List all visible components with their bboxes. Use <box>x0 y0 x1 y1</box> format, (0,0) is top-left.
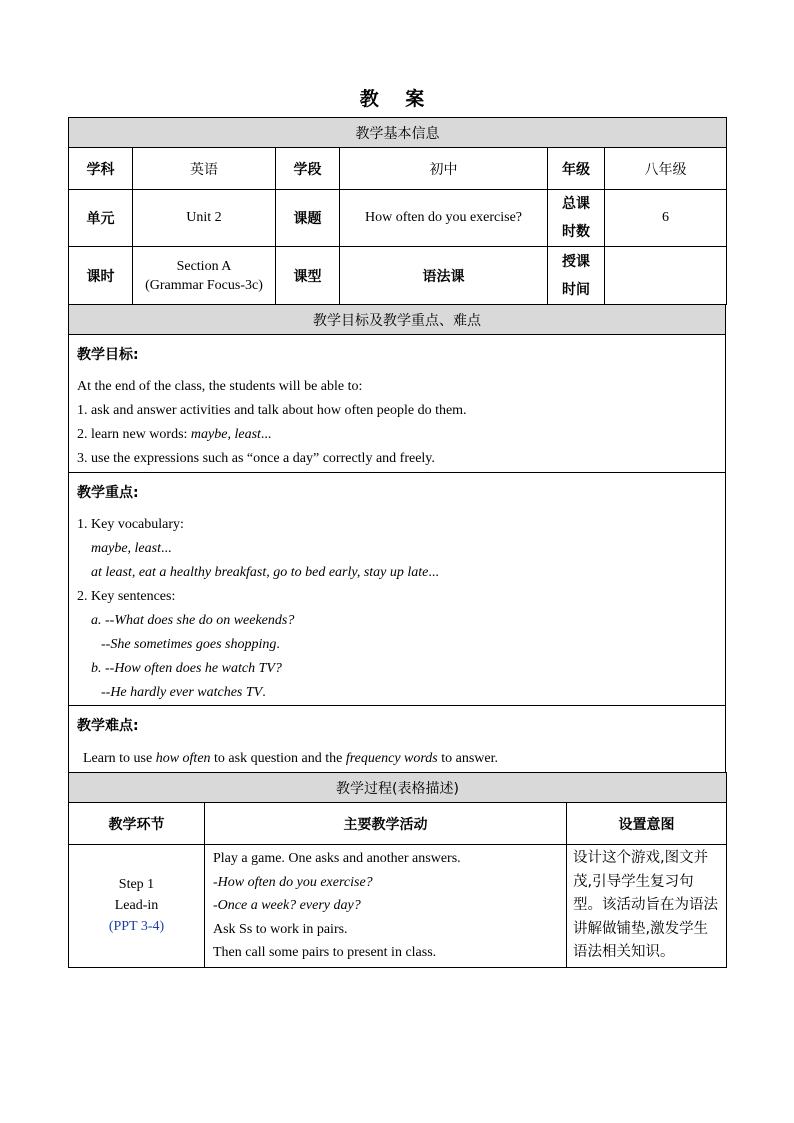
objective-2-suffix: ... <box>260 427 272 442</box>
key-points-title: 教学重点: <box>77 485 139 501</box>
difficulty-part-1: Learn to use <box>83 751 156 766</box>
period-line2: (Grammar Focus-3c) <box>145 277 263 293</box>
total-hours-value: 6 <box>605 190 727 247</box>
sentence-a-answer-text: --She sometimes goes shopping <box>101 637 277 652</box>
process-table <box>68 772 727 968</box>
key-vocab-1-text: maybe, least <box>91 541 161 556</box>
sentence-b-answer-text: --He hardly ever watches TV <box>101 685 263 700</box>
key-sentences-label: 2. Key sentences: <box>77 589 176 604</box>
col-intent-header: 设置意图 <box>567 803 727 845</box>
stage-label: 学段 <box>276 148 340 190</box>
goals-table <box>68 304 726 773</box>
subject-value: 英语 <box>133 148 276 190</box>
step-cell <box>69 845 205 968</box>
key-points-section <box>69 473 726 706</box>
total-hours-label-line1: 总课 <box>562 196 590 212</box>
difficulty-section <box>69 706 726 773</box>
sentence-a-answer-end: . <box>276 637 280 652</box>
intent-cell: 设计这个游戏,图文并茂,引导学生复习句型。该活动旨在为语法讲解做铺垫,激发学生语法相关知识。 <box>567 845 727 968</box>
key-vocab-2-text: at least, eat a healthy breakfast, go to bed early, stay up late <box>91 565 429 580</box>
total-hours-label <box>548 190 605 247</box>
stage-value: 初中 <box>340 148 548 190</box>
period-label: 课时 <box>69 247 133 305</box>
activity-line-2 <box>213 871 558 895</box>
step-ppt-ref: (PPT 3-4) <box>108 919 165 935</box>
grade-label: 年级 <box>548 148 605 190</box>
sentence-b-question <box>77 657 717 681</box>
sentence-a-question <box>77 609 717 633</box>
unit-label: 单元 <box>69 190 133 247</box>
key-vocab-line-2 <box>77 561 717 585</box>
step-name: Step 1 <box>118 877 155 893</box>
process-header: 教学过程(表格描述) <box>69 773 727 803</box>
activity-line-4: Ask Ss to work in pairs. <box>213 921 348 937</box>
teaching-time-value <box>605 247 727 305</box>
sentence-a-question-text: a. --What does she do on weekends? <box>91 613 295 628</box>
objective-3: 3. use the expressions such as “once a day” correctly and freely. <box>77 451 435 466</box>
objective-1: 1. ask and answer activities and talk about how often people do them. <box>77 403 467 418</box>
difficulty-title: 教学难点: <box>77 718 139 734</box>
activity-line-2-text: -How often do you exercise? <box>213 874 373 890</box>
activity-line-5: Then call some pairs to present in class. <box>213 945 437 960</box>
objective-2-words: maybe, least <box>190 427 261 442</box>
grade-value: 八年级 <box>605 148 727 190</box>
teaching-time-label-line1: 授课 <box>562 253 590 270</box>
sentence-a-answer <box>77 633 717 657</box>
key-vocab-line-1 <box>77 537 717 561</box>
period-line1: Section A <box>176 258 232 274</box>
type-value: 语法课 <box>340 247 548 305</box>
key-vocab-2-suffix: ... <box>428 565 439 580</box>
key-vocab-label: 1. Key vocabulary: <box>77 517 184 532</box>
objectives-intro: At the end of the class, the students will be able to: <box>77 379 363 394</box>
difficulty-text <box>77 746 717 772</box>
teaching-time-label <box>548 247 605 305</box>
activity-line-1: Play a game. One asks and another answers. <box>213 851 461 866</box>
topic-value: How often do you exercise? <box>340 190 548 247</box>
difficulty-part-5: to answer. <box>437 751 499 766</box>
goals-header: 教学目标及教学重点、难点 <box>69 305 726 335</box>
objectives-section <box>69 335 726 473</box>
objective-2-prefix: 2. learn new words: <box>77 427 191 442</box>
col-step-header: 教学环节 <box>69 803 205 845</box>
sentence-b-question-text: b. --How often does he watch TV? <box>91 661 282 676</box>
step-sub: Lead-in <box>114 898 159 914</box>
difficulty-how-often: how often <box>155 751 211 766</box>
objectives-title: 教学目标: <box>77 347 139 363</box>
lesson-plan-form <box>68 117 726 968</box>
col-activity-header: 主要教学活动 <box>205 803 567 845</box>
type-label: 课型 <box>276 247 340 305</box>
teaching-time-label-line2: 时间 <box>562 281 590 298</box>
basic-info-header: 教学基本信息 <box>69 118 727 148</box>
basic-info-table <box>68 117 727 305</box>
sentence-b-answer <box>77 681 717 705</box>
activity-line-3-text: -Once a week? every day? <box>213 898 361 913</box>
topic-label: 课题 <box>276 190 340 247</box>
activity-line-3 <box>213 894 558 918</box>
page-title: 教 案 <box>359 88 435 110</box>
activity-cell <box>205 845 567 968</box>
difficulty-frequency-words: frequency words <box>345 751 438 766</box>
difficulty-part-3: to ask question and the <box>210 751 346 766</box>
sentence-b-answer-end: . <box>262 685 266 700</box>
period-value <box>133 247 276 305</box>
subject-label: 学科 <box>69 148 133 190</box>
key-vocab-1-suffix: ... <box>160 541 172 556</box>
objective-2 <box>77 423 717 447</box>
total-hours-label-line2: 时数 <box>562 224 590 240</box>
unit-value: Unit 2 <box>133 190 276 247</box>
